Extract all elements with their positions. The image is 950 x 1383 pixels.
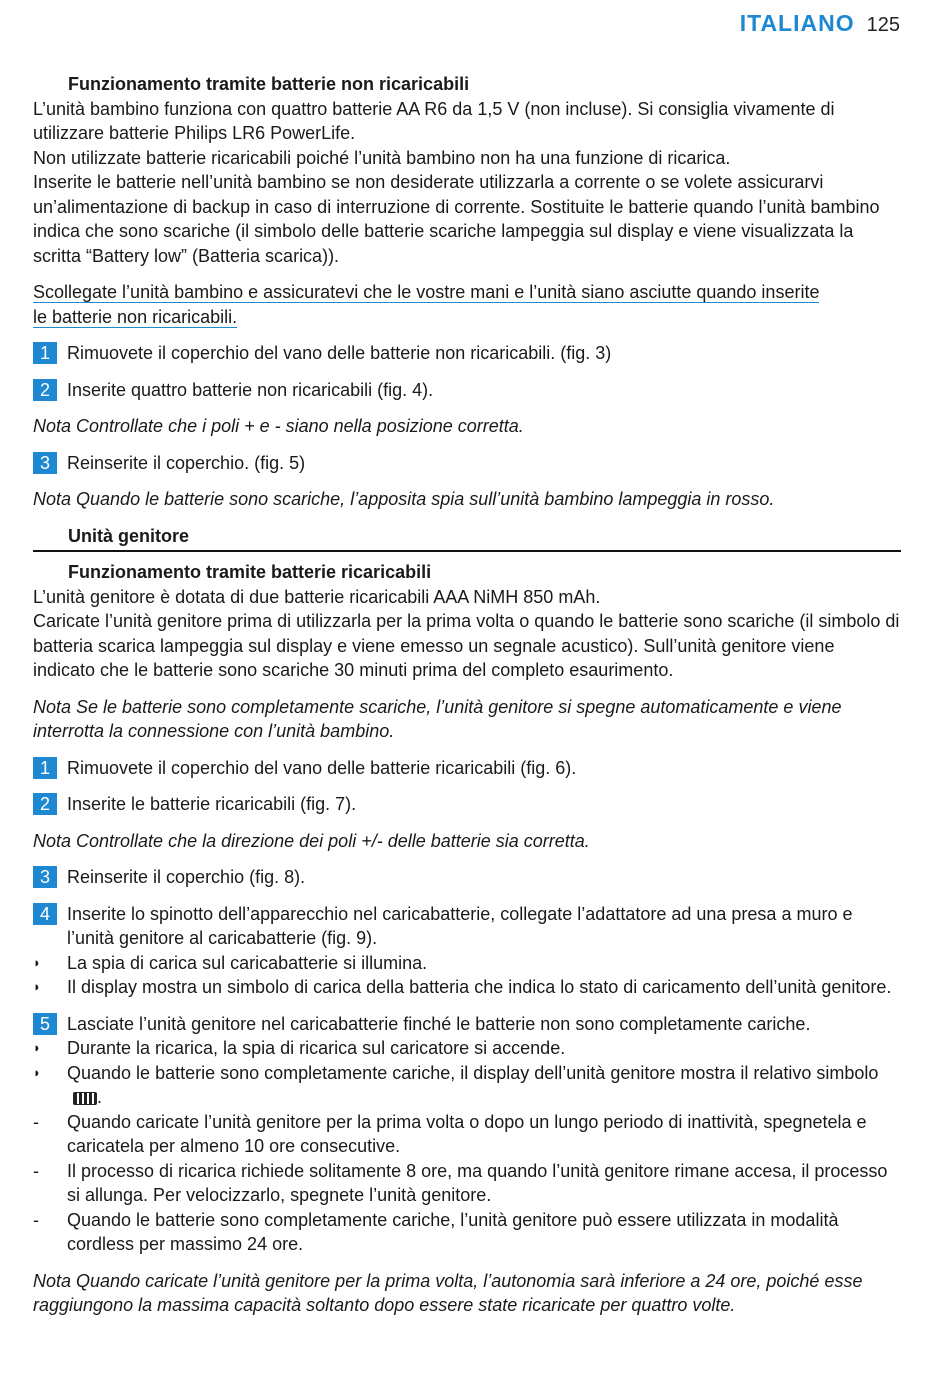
step-number: 3 (33, 452, 57, 474)
bullet-text: Quando le batterie sono completamente cariche, il display dell’unità genitore mostra il relativo simbolo (67, 1062, 879, 1083)
step-item (33, 902, 901, 951)
heading-rechargeable: Funzionamento tramite batterie ricaricabili (68, 562, 432, 582)
step-number: 2 (33, 379, 57, 401)
result-bullet (33, 951, 901, 976)
step-item (33, 756, 901, 781)
step-text: Rimuovete il coperchio del vano delle batterie ricaricabili (fig. 6). (67, 757, 577, 778)
step-text: Reinserite il coperchio (fig. 8). (67, 867, 306, 887)
paragraph: L’unità bambino funziona con quattro batterie AA R6 da 1,5 V (non incluse). Si consiglia vivamente di utilizzare batterie Philips LR6 PowerLife. (33, 98, 835, 143)
language-label: ITALIANO (739, 10, 855, 36)
dash-marker: - (33, 1209, 39, 1230)
paragraph: L’unità genitore è dotata di due batterie ricaricabili AAA NiMH 850 mAh. (33, 586, 601, 607)
section-title: Unità genitore (33, 524, 901, 553)
result-bullet (33, 1036, 901, 1061)
page-header (740, 10, 900, 37)
bullet-text-wrap (67, 1061, 901, 1110)
step-number: 4 (33, 903, 57, 925)
warning-text: Scollegate l’unità bambino e assicuratevi che le vostre mani e l’unità siano asciutte quando inserite le batterie non ricaricabili. (33, 282, 820, 327)
step-item (33, 378, 901, 403)
note: Nota Controllate che i poli + e - siano nella posizione corretta. (33, 416, 524, 436)
paragraph: Inserite le batterie nell’unità bambino se non desiderate utilizzarla a corrente o se volete assicurarvi un’alimentazione di backup in caso di interruzione di corrente. Sostituite le batterie quando l’unità bambino indica che sono scariche (il simbolo delle batterie scariche lampeggia sul display e viene visualizzata la scritta “Battery low” (Batteria scarica)). (33, 172, 880, 266)
step-item (33, 865, 901, 890)
warning-block (33, 280, 901, 329)
dash-item (33, 1159, 901, 1208)
step-number: 5 (33, 1013, 57, 1035)
paragraph: Non utilizzate batterie ricaricabili poiché l’unità bambino non ha una funzione di ricarica. (33, 147, 731, 168)
dash-marker: - (33, 1160, 39, 1181)
paragraph: Caricate l’unità genitore prima di utilizzarla per la prima volta o quando le batterie sono scariche (il simbolo di batteria scarica lampeggia sul display e viene emesso un segnale acustico). Sull’unità genitore viene indicato che le batterie sono scariche 30 minuti prima del completo esaurimento. (33, 611, 900, 680)
dash-text: Quando le batterie sono completamente cariche, l’unità genitore può essere utilizzata in modalità cordless per massimo 24 ore. (67, 1209, 839, 1254)
result-bullet (33, 975, 901, 1000)
bullet-text: Durante la ricarica, la spia di ricarica sul caricatore si accende. (67, 1038, 566, 1058)
bullet-icon: ◗ (33, 1064, 41, 1080)
heading-non-rechargeable: Funzionamento tramite batterie non ricaricabili (68, 74, 470, 94)
page-number: 125 (866, 14, 900, 36)
step-item (33, 451, 901, 476)
step-text: Reinserite il coperchio. (fig. 5) (67, 452, 306, 473)
dash-item (33, 1110, 901, 1159)
note: Nota Quando le batterie sono scariche, l’apposita spia sull’unità bambino lampeggia in rosso. (33, 489, 775, 509)
bullet-text: La spia di carica sul caricabatterie si illumina. (67, 952, 428, 973)
bullet-text: Il display mostra un simbolo di carica della batteria che indica lo stato di caricamento dell’unità genitore. (67, 977, 892, 997)
page-content (33, 72, 901, 1330)
dash-marker: - (33, 1111, 39, 1132)
step-text: Inserite le batterie ricaricabili (fig. 7). (67, 794, 357, 814)
dash-text: Quando caricate l’unità genitore per la prima volta o dopo un lungo periodo di inattività, spegnetela e caricatela per almeno 10 ore consecutive. (67, 1111, 867, 1156)
dash-text: Il processo di ricarica richiede solitamente 8 ore, ma quando l’unità genitore rimane accesa, il processo si allunga. Per velocizzarlo, spegnete l’unità genitore. (67, 1160, 888, 1205)
note: Nota Controllate che la direzione dei poli +/- delle batterie sia corretta. (33, 830, 590, 851)
step-number: 2 (33, 793, 57, 815)
step-text: Lasciate l’unità genitore nel caricabatterie finché le batterie non sono completamente cariche. (67, 1013, 811, 1034)
note: Nota Se le batterie sono completamente scariche, l’unità genitore si spegne automaticamente e viene interrotta la connessione con l’unità bambino. (33, 696, 842, 741)
bullet-icon: ◗ (33, 979, 41, 994)
step-number: 1 (33, 757, 57, 779)
step-number: 3 (33, 866, 57, 888)
bullet-icon: ◗ (33, 1040, 41, 1055)
bullet-icon: ◗ (33, 954, 41, 970)
step-item (33, 341, 901, 366)
step-number: 1 (33, 342, 57, 364)
step-item (33, 792, 901, 817)
step-text: Inserite quattro batterie non ricaricabili (fig. 4). (67, 379, 434, 400)
result-bullet (33, 1061, 901, 1110)
step-item (33, 1012, 901, 1037)
note: Nota Quando caricate l’unità genitore per la prima volta, l’autonomia sarà inferiore a 24 ore, poiché esse raggiungono la massima capacità soltanto dopo essere state ricaricate per quattro volte. (33, 1270, 863, 1315)
step-text: Rimuovete il coperchio del vano delle batterie non ricaricabili. (fig. 3) (67, 343, 612, 363)
bullet-text-end: . (97, 1087, 103, 1107)
battery-full-icon (73, 1092, 97, 1105)
step-text: Inserite lo spinotto dell’apparecchio nel caricabatterie, collegate l’adattatore ad una presa a muro e l’unità genitore al caricabatterie (fig. 9). (67, 903, 853, 948)
dash-item (33, 1208, 901, 1257)
